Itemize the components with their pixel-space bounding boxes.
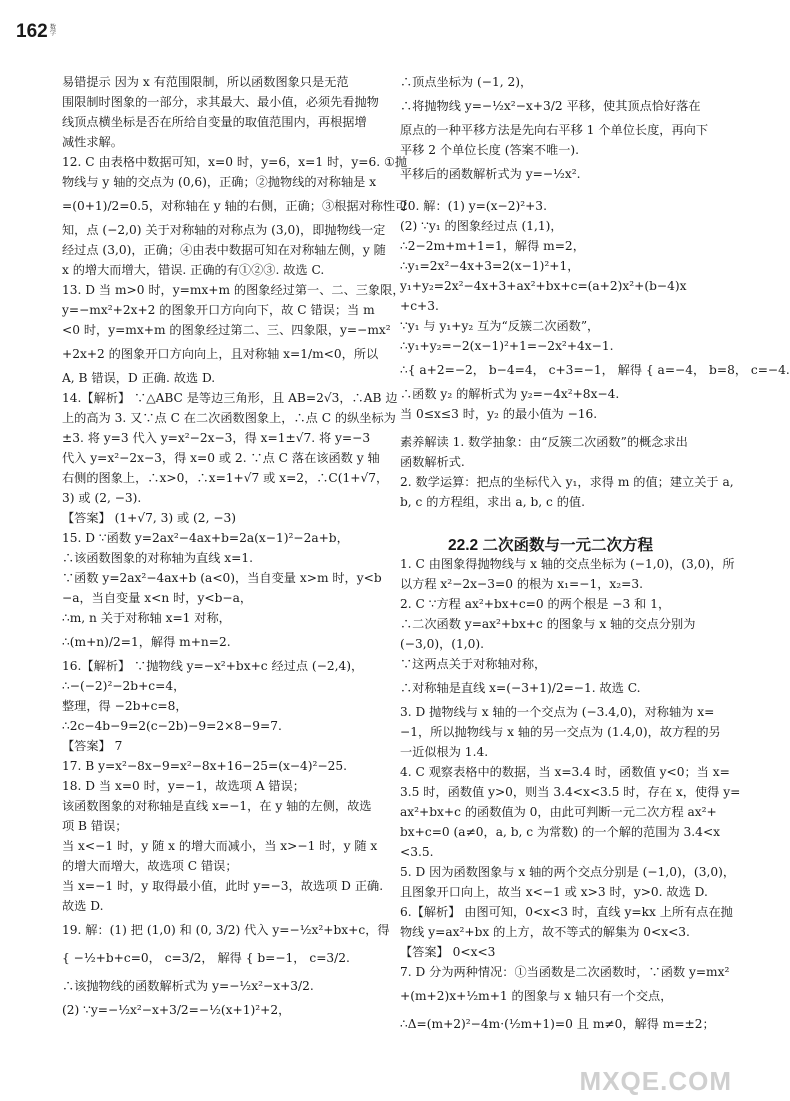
text-line: +(m+2)x+½m+1 的图象与 x 轴只有一个交点，	[400, 989, 673, 1003]
text-line: 14.【解析】 ∵△ABC 是等边三角形，且 AB=2√3，∴AB 边	[62, 391, 398, 405]
text-line: 13. D 当 m>0 时，y=mx+m 的图象经过第一、二、三象限，	[62, 283, 405, 297]
text-line: ∵y₁ 与 y₁+y₂ 互为“反簇二次函数”，	[400, 319, 600, 333]
text-line: ∴2−2m+m+1=1，解得 m=2，	[400, 239, 585, 253]
text-line: 3. D 抛物线与 x 轴的一个交点为 (−3.4,0)，对称轴为 x=	[400, 705, 715, 719]
text-line: 素养解读 1. 数学抽象：由“反簇二次函数”的概念求出	[400, 435, 688, 449]
text-line: 围限制时图象的一部分，求其最大、最小值，必须先看抛物	[62, 95, 379, 109]
text-line: <0 时，y=mx+m 的图象经过第二、三、四象限，y=−mx²	[62, 323, 391, 337]
text-line: b, c 的方程组，求出 a, b, c 的值.	[400, 495, 585, 509]
text-line: +2x+2 的图象开口方向向上，且对称轴 x=1/m<0，所以	[62, 347, 379, 361]
text-line: 2. 数学运算：把点的坐标代入 y₁，求得 m 的值；建立关于 a,	[400, 475, 734, 489]
text-line: 整理，得 −2b+c=8，	[62, 699, 188, 713]
text-line: 右侧的图象上，∴x>0，∴x=1+√7 或 x=2，∴C(1+√7，	[62, 471, 389, 485]
text-line: 代入 y=x²−2x−3，得 x=0 或 2. ∵点 C 落在该函数 y 轴	[62, 451, 380, 465]
text-line: 【答案】 (1+√7, 3) 或 (2, −3)	[62, 511, 237, 525]
text-line: 当 x<−1 时，y 随 x 的增大而减小，当 x>−1 时，y 随 x	[62, 839, 378, 853]
text-line: 17. B y=x²−8x−9=x²−8x+16−25=(x−4)²−25.	[62, 759, 348, 773]
spacer	[400, 188, 736, 196]
text-line: 项 B 错误；	[62, 819, 128, 833]
text-line: 以方程 x²−2x−3=0 的根为 x₁=−1，x₂=3.	[400, 577, 644, 591]
text-line: (−3,0)，(1,0).	[400, 637, 485, 651]
text-line: 且图象开口向上，故当 x<−1 或 x>3 时，y>0. 故选 D.	[400, 885, 708, 899]
text-line: 15. D ∵函数 y=2ax²−4ax+b=2a(x−1)²−2a+b，	[62, 531, 349, 545]
text-line: y=−mx²+2x+2 的图象开口方向向下，故 C 错误；当 m	[62, 303, 375, 317]
text-line: 减性求解。	[62, 135, 123, 149]
text-line: 4. C 观察表格中的数据，当 x=3.4 时，函数值 y<0；当 x=	[400, 765, 730, 779]
text-line: ∴Δ=(m+2)²−4m·(½m+1)=0 且 m≠0，解得 m=±2；	[400, 1017, 715, 1031]
text-line: ∴y₁=2x²−4x+3=2(x−1)²+1，	[400, 259, 580, 273]
text-line: 19. 解：(1) 把 (1,0) 和 (0, 3/2) 代入 y=−½x²+bx+c，得	[62, 923, 390, 937]
text-line: x 的增大而增大，错误. 正确的有①②③. 故选 C.	[62, 263, 325, 277]
text-line: 1. C 由图象得抛物线与 x 轴的交点坐标为 (−1,0)，(3,0)，所	[400, 557, 735, 571]
text-line: 经过点 (3,0)，正确；④由表中数据可知在对称轴左侧，y 随	[62, 243, 386, 257]
text-line: 平移 2 个单位长度 (答案不唯一).	[400, 143, 580, 157]
page-tag: 数学	[50, 24, 57, 37]
text-line: 3.5 时，函数值 y>0，则当 3.4<x<3.5 时，存在 x，使得 y=	[400, 785, 741, 799]
text-line: 知，点 (−2,0) 关于对称轴的对称点为 (3,0)，即抛物线一定	[62, 223, 386, 237]
text-line: 18. D 当 x=0 时，y=−1，故选项 A 错误；	[62, 779, 305, 793]
text-line: ∴y₁+y₂=−2(x−1)²+1=−2x²+4x−1.	[400, 339, 614, 353]
text-line: 平移后的函数解析式为 y=−½x².	[400, 167, 581, 181]
text-line: 2. C ∵方程 ax²+bx+c=0 的两个根是 −3 和 1，	[400, 597, 671, 611]
text-line: (2) ∵y₁ 的图象经过点 (1,1)，	[400, 219, 563, 233]
text-line: A, B 错误，D 正确. 故选 D.	[62, 371, 216, 385]
text-line: 线顶点横坐标是否在所给自变量的取值范围内，再根据增	[62, 115, 367, 129]
text-line: 20. 解：(1) y=(x−2)²+3.	[400, 199, 547, 213]
text-line: ∴二次函数 y=ax²+bx+c 的图象与 x 轴的交点分别为	[400, 617, 696, 631]
text-line: ∴m, n 关于对称轴 x=1 对称，	[62, 611, 231, 625]
page-number: 162	[16, 21, 48, 42]
text-line: 故选 D.	[62, 899, 104, 913]
text-line: ∴(m+n)/2=1，解得 m+n=2.	[62, 635, 231, 649]
text-line: 【答案】 7	[62, 739, 123, 753]
text-line: <3.5.	[400, 845, 434, 859]
text-line: { −½+b+c=0， c=3/2， 解得 { b=−1， c=3/2.	[62, 951, 350, 965]
text-line: 物线与 y 轴的交点为 (0,6)，正确；②抛物线的对称轴是 x	[62, 175, 377, 189]
text-line: 原点的一种平移方法是先向右平移 1 个单位长度，再向下	[400, 123, 709, 137]
watermark: MXQE.COM	[579, 1066, 732, 1096]
text-line: 当 x=−1 时，y 取得最小值，此时 y=−3，故选项 D 正确.	[62, 879, 384, 893]
text-line: ∵这两点关于对称轴对称，	[400, 657, 547, 671]
text-line: ∴2c−4b−9=2(c−2b)−9=2×8−9=7.	[62, 719, 282, 733]
text-line: y₁+y₂=2x²−4x+3+ax²+bx+c=(a+2)x²+(b−4)x	[400, 279, 687, 293]
text-line: ∵函数 y=2ax²−4ax+b (a<0)，当自变量 x>m 时，y<b	[62, 571, 382, 585]
text-line: ∴该抛物线的函数解析式为 y=−½x²−x+3/2.	[62, 979, 314, 993]
text-line: ∴{ a+2=−2， b−4=4， c+3=−1， 解得 { a=−4， b=8， c=−4.	[400, 363, 790, 377]
text-line: 易错提示 因为 x 有范围限制，所以函数图象只是无范	[62, 75, 349, 89]
text-line: ∴将抛物线 y=−½x²−x+3/2 平移，使其顶点恰好落在	[400, 99, 701, 113]
text-line: ax²+bx+c 的函数值为 0，由此可判断一元二次方程 ax²+	[400, 805, 717, 819]
text-line: +c+3.	[400, 299, 439, 313]
text-line: 【答案】 0<x<3	[400, 945, 496, 959]
text-line: ∴对称轴是直线 x=(−3+1)/2=−1. 故选 C.	[400, 681, 641, 695]
text-line: 12. C 由表格中数据可知，x=0 时，y=6，x=1 时，y=6. ①抛	[62, 155, 408, 169]
text-line: 物线 y=ax²+bx 的上方，故不等式的解集为 0<x<3.	[400, 925, 690, 939]
text-line: 5. D 因为函数图象与 x 轴的两个交点分别是 (−1,0)，(3,0)，	[400, 865, 736, 879]
text-line: 上的高为 3. 又∵点 C 在二次函数图象上，∴点 C 的纵坐标为	[62, 411, 396, 425]
text-line: 该函数图象的对称轴是直线 x=−1，在 y 轴的左侧，故选	[62, 799, 372, 813]
text-line: 当 0≤x≤3 时，y₂ 的最小值为 −16.	[400, 407, 598, 421]
text-line: =(0+1)/2=0.5，对称轴在 y 轴的右侧，正确；③根据对称性可	[62, 199, 408, 213]
left-column	[62, 72, 408, 1020]
right-column	[400, 72, 790, 1038]
text-line: −a，当自变量 x<n 时，y<b−a，	[62, 591, 253, 605]
text-line: ∴顶点坐标为 (−1, 2)，	[400, 75, 533, 89]
text-line: 7. D 分为两种情况：①当函数是二次函数时，∵函数 y=mx²	[400, 965, 730, 979]
text-line: −1，所以抛物线与 x 轴的另一交点为 (1.4,0)，故方程的另	[400, 725, 721, 739]
text-line: ±3. 将 y=3 代入 y=x²−2x−3，得 x=1±√7. 将 y=−3	[62, 431, 371, 445]
text-line: 的增大而增大，故选项 C 错误；	[62, 859, 238, 873]
text-line: bx+c=0 (a≠0，a, b, c 为常数) 的一个解的范围为 3.4<x	[400, 825, 721, 839]
text-line: ∴该函数图象的对称轴为直线 x=1.	[62, 551, 254, 565]
text-line: 16.【解析】 ∵抛物线 y=−x²+bx+c 经过点 (−2,4)，	[62, 659, 364, 673]
text-line: 3) 或 (2, −3).	[62, 491, 142, 505]
text-line: 6.【解析】 由图可知，0<x<3 时，直线 y=kx 上所有点在抛	[400, 905, 733, 919]
section-spacer	[400, 512, 736, 554]
text-line: 函数解析式.	[400, 455, 465, 469]
text-line: (2) ∵y=−½x²−x+3/2=−½(x+1)²+2，	[62, 1003, 291, 1017]
section-title: 22.2 二次函数与一元二次方程	[448, 537, 653, 554]
text-line: 一近似根为 1.4.	[400, 745, 489, 759]
text-line: ∴−(−2)²−2b+c=4，	[62, 679, 186, 693]
spacer	[400, 424, 736, 432]
text-line: ∴函数 y₂ 的解析式为 y₂=−4x²+8x−4.	[400, 387, 620, 401]
